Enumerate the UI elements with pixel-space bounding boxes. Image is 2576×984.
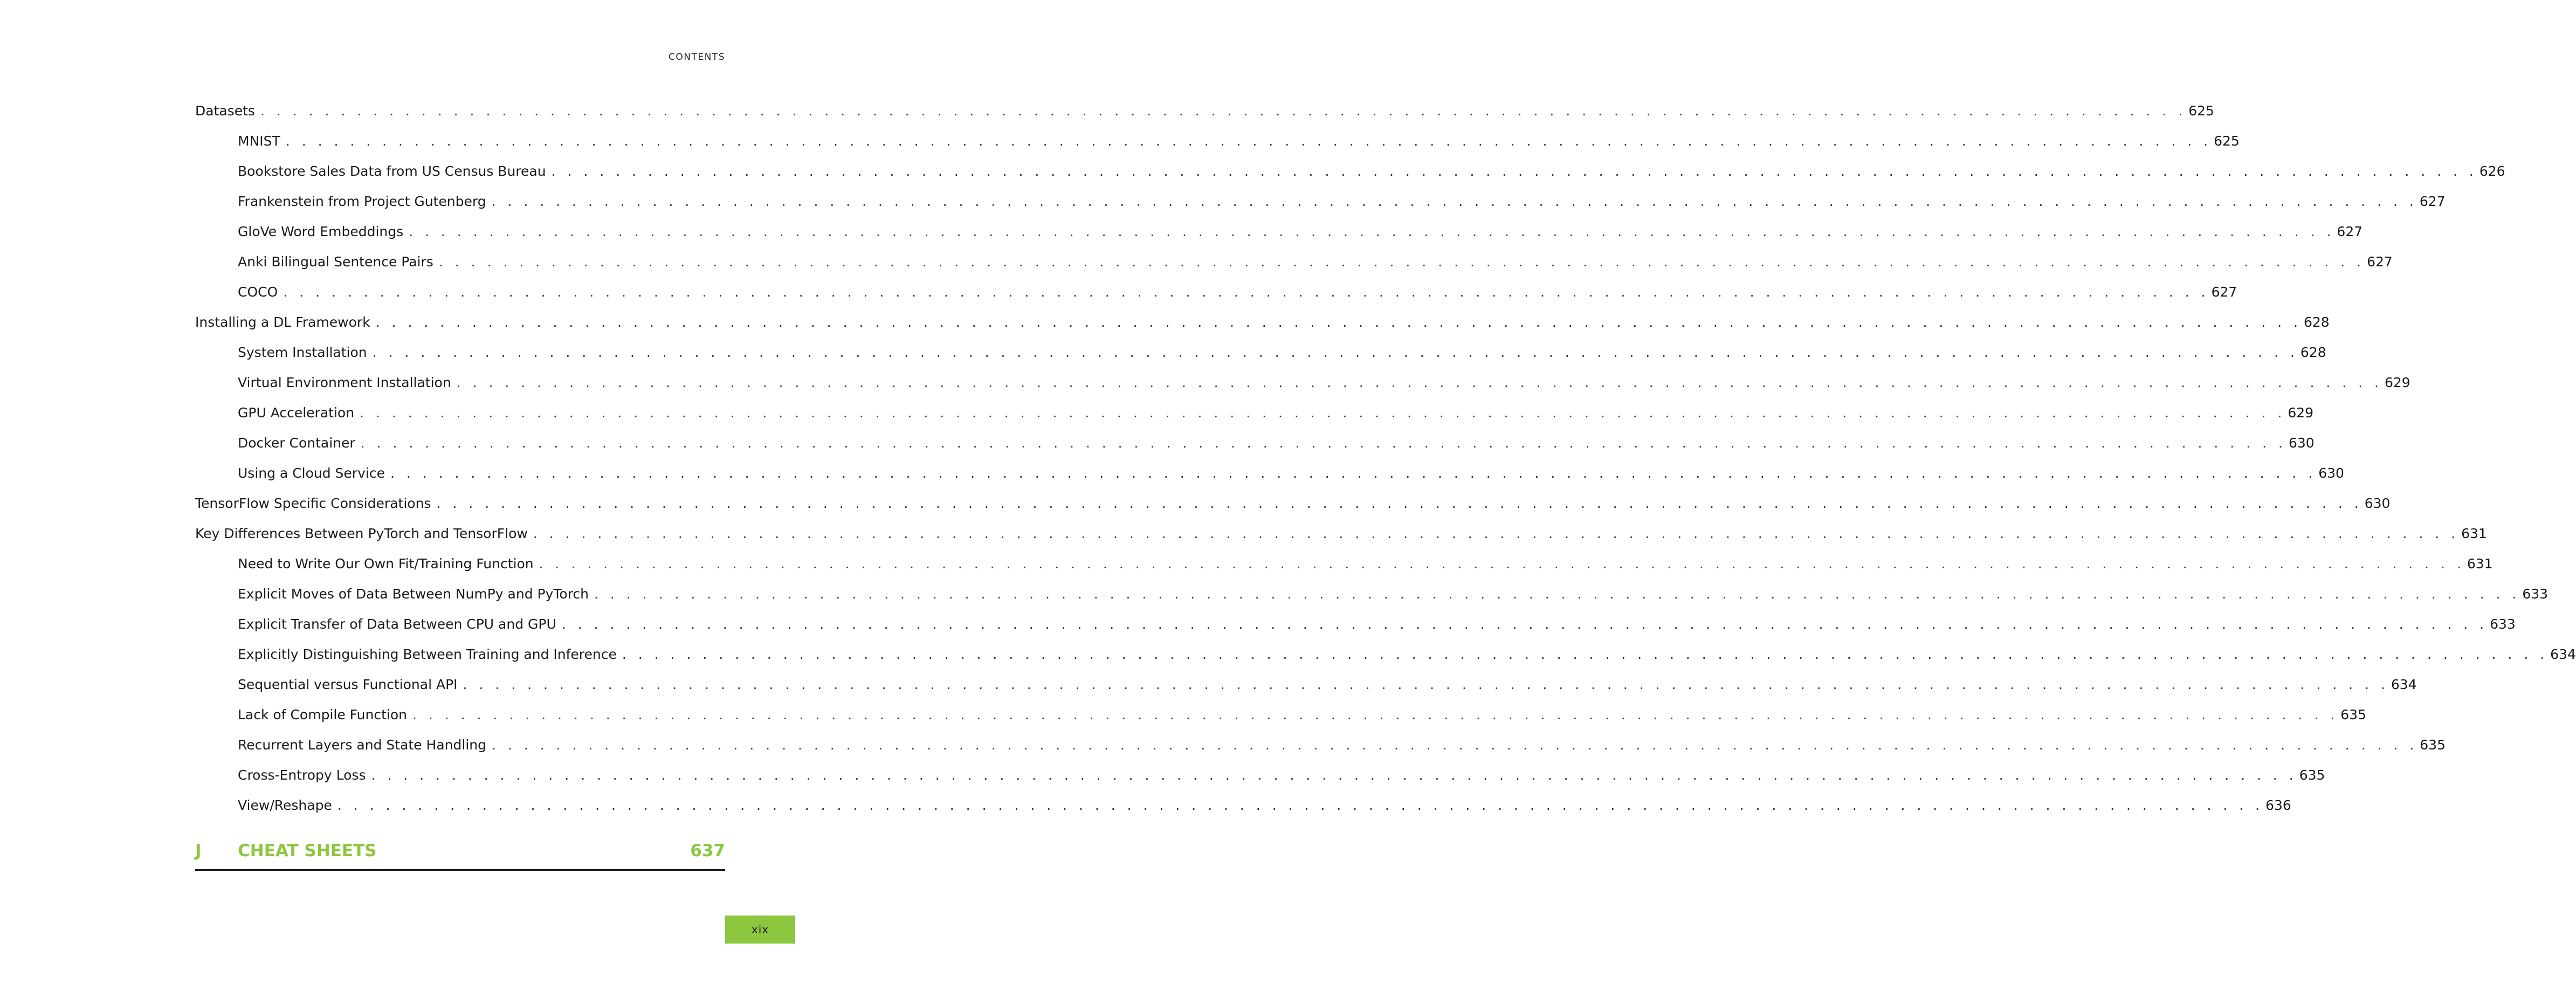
dot-leader: . . . . . . . . . . . . . . . . . . . . . . . . . . . . . . . . . . . . . . . . . . . . . . . . . . . . . . . . . . . . . . . . . . . . . . . . . . . . . . . . . . . . . . . . . . . . . . . . . . . . . . . . . . . . . . . . . . . . . . . . bbox=[438, 254, 2365, 270]
toc-entry-title: Explicit Moves of Data Between NumPy and PyTorch bbox=[195, 586, 594, 603]
toc-entry-title: Datasets bbox=[195, 102, 260, 120]
running-head: CONTENTS bbox=[669, 52, 725, 63]
appendix-title: CHEAT SHEETS bbox=[238, 841, 377, 861]
toc-entry-page: 634 bbox=[2550, 646, 2576, 662]
toc-entry-page: 633 bbox=[2490, 616, 2516, 632]
dot-leader: . . . . . . . . . . . . . . . . . . . . . . . . . . . . . . . . . . . . . . . . . . . . . . . . . . . . . . . . . . . . . . . . . . . . . . . . . . . . . . . . . . . . . . . . . . . . . . . . . . . . . . . . . . . . . . . . . . . . . . . . bbox=[463, 677, 2389, 692]
toc-entry-page: 625 bbox=[2214, 133, 2240, 149]
dot-leader: . . . . . . . . . . . . . . . . . . . . . . . . . . . . . . . . . . . . . . . . . . . . . . . . . . . . . . . . . . . . . . . . . . . . . . . . . . . . . . . . . . . . . . . . . . . . . . . . . . . . . . . . . . . . . . . . . . . . . . . . bbox=[285, 133, 2212, 149]
table-of-contents bbox=[195, 102, 2576, 827]
toc-entry[interactable] bbox=[195, 253, 2393, 284]
toc-entry[interactable] bbox=[195, 404, 2314, 435]
dot-leader: . . . . . . . . . . . . . . . . . . . . . . . . . . . . . . . . . . . . . . . . . . . . . . . . . . . . . . . . . . . . . . . . . . . . . . . . . . . . . . . . . . . . . . . . . . . . . . . . . . . . . . . . . . . . . . . . . . . . . . . . bbox=[337, 797, 2264, 813]
toc-entry[interactable] bbox=[195, 616, 2516, 646]
toc-entry[interactable] bbox=[195, 102, 2214, 133]
toc-entry-page: 627 bbox=[2367, 254, 2393, 270]
dot-leader: . . . . . . . . . . . . . . . . . . . . . . . . . . . . . . . . . . . . . . . . . . . . . . . . . . . . . . . . . . . . . . . . . . . . . . . . . . . . . . . . . . . . . . . . . . . . . . . . . . . . . . . . . . . . . . . . . . . . . . . . bbox=[622, 646, 2549, 662]
appendix-heading[interactable] bbox=[195, 841, 725, 871]
toc-entry-title: Frankenstein from Project Gutenberg bbox=[195, 193, 492, 210]
toc-entry-page: 626 bbox=[2479, 163, 2505, 179]
toc-entry-page: 625 bbox=[2188, 103, 2214, 119]
dot-leader: . . . . . . . . . . . . . . . . . . . . . . . . . . . . . . . . . . . . . . . . . . . . . . . . . . . . . . . . . . . . . . . . . . . . . . . . . . . . . . . . . . . . . . . . . . . . . . . . . . . . . . . . . . . . . . . . . . . . . . . . bbox=[360, 435, 2286, 451]
toc-entry[interactable] bbox=[195, 223, 2363, 253]
dot-leader: . . . . . . . . . . . . . . . . . . . . . . . . . . . . . . . . . . . . . . . . . . . . . . . . . . . . . . . . . . . . . . . . . . . . . . . . . . . . . . . . . . . . . . . . . . . . . . . . . . . . . . . . . . . . . . . . . . . . . . . . bbox=[456, 375, 2382, 390]
dot-leader: . . . . . . . . . . . . . . . . . . . . . . . . . . . . . . . . . . . . . . . . . . . . . . . . . . . . . . . . . . . . . . . . . . . . . . . . . . . . . . . . . . . . . . . . . . . . . . . . . . . . . . . . . . . . . . . . . . . . . . . . bbox=[539, 556, 2465, 572]
toc-entry[interactable] bbox=[195, 706, 2366, 737]
toc-entry-page: 631 bbox=[2467, 556, 2493, 572]
toc-entry[interactable] bbox=[195, 586, 2549, 616]
toc-entry[interactable] bbox=[195, 797, 2291, 827]
toc-entry-title: Key Differences Between PyTorch and TensorFlow bbox=[195, 525, 533, 542]
toc-entry-page: 627 bbox=[2419, 194, 2446, 209]
dot-leader: . . . . . . . . . . . . . . . . . . . . . . . . . . . . . . . . . . . . . . . . . . . . . . . . . . . . . . . . . . . . . . . . . . . . . . . . . . . . . . . . . . . . . . . . . . . . . . . . . . . . . . . . . . . . . . . . . . . . . . . . bbox=[594, 586, 2520, 602]
toc-entry-title: Explicitly Distinguishing Between Training and Inference bbox=[195, 646, 622, 663]
toc-entry-page: 635 bbox=[2340, 707, 2366, 722]
toc-entry[interactable] bbox=[195, 374, 2410, 404]
dot-leader: . . . . . . . . . . . . . . . . . . . . . . . . . . . . . . . . . . . . . . . . . . . . . . . . . . . . . . . . . . . . . . . . . . . . . . . . . . . . . . . . . . . . . . . . . . . . . . . . . . . . . . . . . . . . . . . . . . . . . . . . bbox=[491, 194, 2417, 209]
dot-leader: . . . . . . . . . . . . . . . . . . . . . . . . . . . . . . . . . . . . . . . . . . . . . . . . . . . . . . . . . . . . . . . . . . . . . . . . . . . . . . . . . . . . . . . . . . . . . . . . . . . . . . . . . . . . . . . . . . . . . . . . bbox=[390, 465, 2317, 481]
toc-entry-page: 633 bbox=[2522, 586, 2549, 602]
toc-entry-page: 627 bbox=[2211, 284, 2237, 300]
toc-entry-title: Lack of Compile Function bbox=[195, 706, 412, 724]
dot-leader: . . . . . . . . . . . . . . . . . . . . . . . . . . . . . . . . . . . . . . . . . . . . . . . . . . . . . . . . . . . . . . . . . . . . . . . . . . . . . . . . . . . . . . . . . . . . . . . . . . . . . . . . . . . . . . . . . . . . . . . . bbox=[283, 284, 2209, 300]
toc-entry[interactable] bbox=[195, 646, 2576, 676]
toc-entry-title: View/Reshape bbox=[195, 797, 338, 814]
toc-entry-title: MNIST bbox=[195, 133, 286, 150]
toc-entry-title: COCO bbox=[195, 284, 283, 301]
toc-entry-page: 630 bbox=[2364, 496, 2391, 511]
toc-entry-title: Installing a DL Framework bbox=[195, 314, 376, 331]
toc-entry-page: 636 bbox=[2265, 797, 2291, 813]
toc-entry-title: Cross-Entropy Loss bbox=[195, 767, 371, 784]
toc-entry[interactable] bbox=[195, 163, 2505, 193]
toc-entry[interactable] bbox=[195, 495, 2391, 525]
toc-entry[interactable] bbox=[195, 525, 2487, 555]
appendix-letter: J bbox=[195, 841, 202, 861]
toc-entry-title: Bookstore Sales Data from US Census Bureau bbox=[195, 163, 552, 180]
toc-entry[interactable] bbox=[195, 193, 2446, 223]
toc-entry-title: Virtual Environment Installation bbox=[195, 374, 457, 391]
dot-leader: . . . . . . . . . . . . . . . . . . . . . . . . . . . . . . . . . . . . . . . . . . . . . . . . . . . . . . . . . . . . . . . . . . . . . . . . . . . . . . . . . . . . . . . . . . . . . . . . . . . . . . . . . . . . . . . . . . . . . . . . bbox=[491, 737, 2418, 753]
toc-entry[interactable] bbox=[195, 284, 2237, 314]
folio-label: xix bbox=[751, 923, 769, 936]
toc-entry-title: GloVe Word Embeddings bbox=[195, 223, 409, 240]
toc-entry[interactable] bbox=[195, 435, 2315, 465]
dot-leader: . . . . . . . . . . . . . . . . . . . . . . . . . . . . . . . . . . . . . . . . . . . . . . . . . . . . . . . . . . . . . . . . . . . . . . . . . . . . . . . . . . . . . . . . . . . . . . . . . . . . . . . . . . . . . . . . . . . . . . . . bbox=[371, 767, 2297, 783]
appendix-page-number: 637 bbox=[690, 841, 725, 861]
dot-leader: . . . . . . . . . . . . . . . . . . . . . . . . . . . . . . . . . . . . . . . . . . . . . . . . . . . . . . . . . . . . . . . . . . . . . . . . . . . . . . . . . . . . . . . . . . . . . . . . . . . . . . . . . . . . . . . . . . . . . . . . bbox=[436, 496, 2363, 511]
dot-leader: . . . . . . . . . . . . . . . . . . . . . . . . . . . . . . . . . . . . . . . . . . . . . . . . . . . . . . . . . . . . . . . . . . . . . . . . . . . . . . . . . . . . . . . . . . . . . . . . . . . . . . . . . . . . . . . . . . . . . . . . bbox=[561, 616, 2488, 632]
toc-entry-title: Sequential versus Functional API bbox=[195, 676, 463, 693]
toc-entry-page: 628 bbox=[2300, 345, 2326, 360]
toc-entry-page: 635 bbox=[2420, 737, 2446, 753]
dot-leader: . . . . . . . . . . . . . . . . . . . . . . . . . . . . . . . . . . . . . . . . . . . . . . . . . . . . . . . . . . . . . . . . . . . . . . . . . . . . . . . . . . . . . . . . . . . . . . . . . . . . . . . . . . . . . . . . . . . . . . . . bbox=[360, 405, 2286, 421]
toc-entry-page: 630 bbox=[2288, 435, 2315, 451]
dot-leader: . . . . . . . . . . . . . . . . . . . . . . . . . . . . . . . . . . . . . . . . . . . . . . . . . . . . . . . . . . . . . . . . . . . . . . . . . . . . . . . . . . . . . . . . . . . . . . . . . . . . . . . . . . . . . . . . . . . . . . . . bbox=[375, 314, 2302, 330]
toc-entry-title: Recurrent Layers and State Handling bbox=[195, 737, 492, 754]
toc-entry-title: Need to Write Our Own Fit/Training Function bbox=[195, 555, 539, 573]
toc-entry-page: 629 bbox=[2288, 405, 2314, 421]
page-number-tab bbox=[725, 916, 795, 944]
dot-leader: . . . . . . . . . . . . . . . . . . . . . . . . . . . . . . . . . . . . . . . . . . . . . . . . . . . . . . . . . . . . . . . . . . . . . . . . . . . . . . . . . . . . . . . . . . . . . . . . . . . . . . . . . . . . . . . . . . . . . . . . bbox=[551, 163, 2477, 179]
toc-entry[interactable] bbox=[195, 555, 2493, 586]
dot-leader: . . . . . . . . . . . . . . . . . . . . . . . . . . . . . . . . . . . . . . . . . . . . . . . . . . . . . . . . . . . . . . . . . . . . . . . . . . . . . . . . . . . . . . . . . . . . . . . . . . . . . . . . . . . . . . . . . . . . . . . . bbox=[260, 103, 2187, 119]
toc-entry-title: Using a Cloud Service bbox=[195, 465, 390, 482]
toc-entry-title: GPU Acceleration bbox=[195, 404, 360, 422]
toc-entry-page: 628 bbox=[2303, 314, 2330, 330]
toc-entry[interactable] bbox=[195, 767, 2325, 797]
toc-entry-page: 635 bbox=[2299, 767, 2325, 783]
toc-entry-page: 630 bbox=[2318, 465, 2344, 481]
toc-entry-page: 627 bbox=[2337, 224, 2363, 239]
toc-entry-title: Docker Container bbox=[195, 435, 361, 452]
toc-entry-title: Anki Bilingual Sentence Pairs bbox=[195, 253, 439, 271]
dot-leader: . . . . . . . . . . . . . . . . . . . . . . . . . . . . . . . . . . . . . . . . . . . . . . . . . . . . . . . . . . . . . . . . . . . . . . . . . . . . . . . . . . . . . . . . . . . . . . . . . . . . . . . . . . . . . . . . . . . . . . . . bbox=[412, 707, 2339, 722]
toc-entry-title: System Installation bbox=[195, 344, 373, 361]
toc-entry[interactable] bbox=[195, 314, 2330, 344]
toc-entry-title: Explicit Transfer of Data Between CPU and GPU bbox=[195, 616, 562, 633]
toc-entry[interactable] bbox=[195, 465, 2344, 495]
dot-leader: . . . . . . . . . . . . . . . . . . . . . . . . . . . . . . . . . . . . . . . . . . . . . . . . . . . . . . . . . . . . . . . . . . . . . . . . . . . . . . . . . . . . . . . . . . . . . . . . . . . . . . . . . . . . . . . . . . . . . . . . bbox=[409, 224, 2335, 239]
toc-entry[interactable] bbox=[195, 676, 2417, 706]
dot-leader: . . . . . . . . . . . . . . . . . . . . . . . . . . . . . . . . . . . . . . . . . . . . . . . . . . . . . . . . . . . . . . . . . . . . . . . . . . . . . . . . . . . . . . . . . . . . . . . . . . . . . . . . . . . . . . . . . . . . . . . . bbox=[533, 526, 2460, 541]
toc-entry-page: 629 bbox=[2384, 375, 2410, 390]
toc-entry-title: TensorFlow Specific Considerations bbox=[195, 495, 436, 512]
dot-leader: . . . . . . . . . . . . . . . . . . . . . . . . . . . . . . . . . . . . . . . . . . . . . . . . . . . . . . . . . . . . . . . . . . . . . . . . . . . . . . . . . . . . . . . . . . . . . . . . . . . . . . . . . . . . . . . . . . . . . . . . bbox=[372, 345, 2298, 360]
toc-entry-page: 634 bbox=[2391, 677, 2417, 692]
toc-entry-page: 631 bbox=[2461, 526, 2487, 541]
toc-entry[interactable] bbox=[195, 737, 2446, 767]
toc-entry[interactable] bbox=[195, 344, 2326, 374]
toc-entry[interactable] bbox=[195, 133, 2240, 163]
